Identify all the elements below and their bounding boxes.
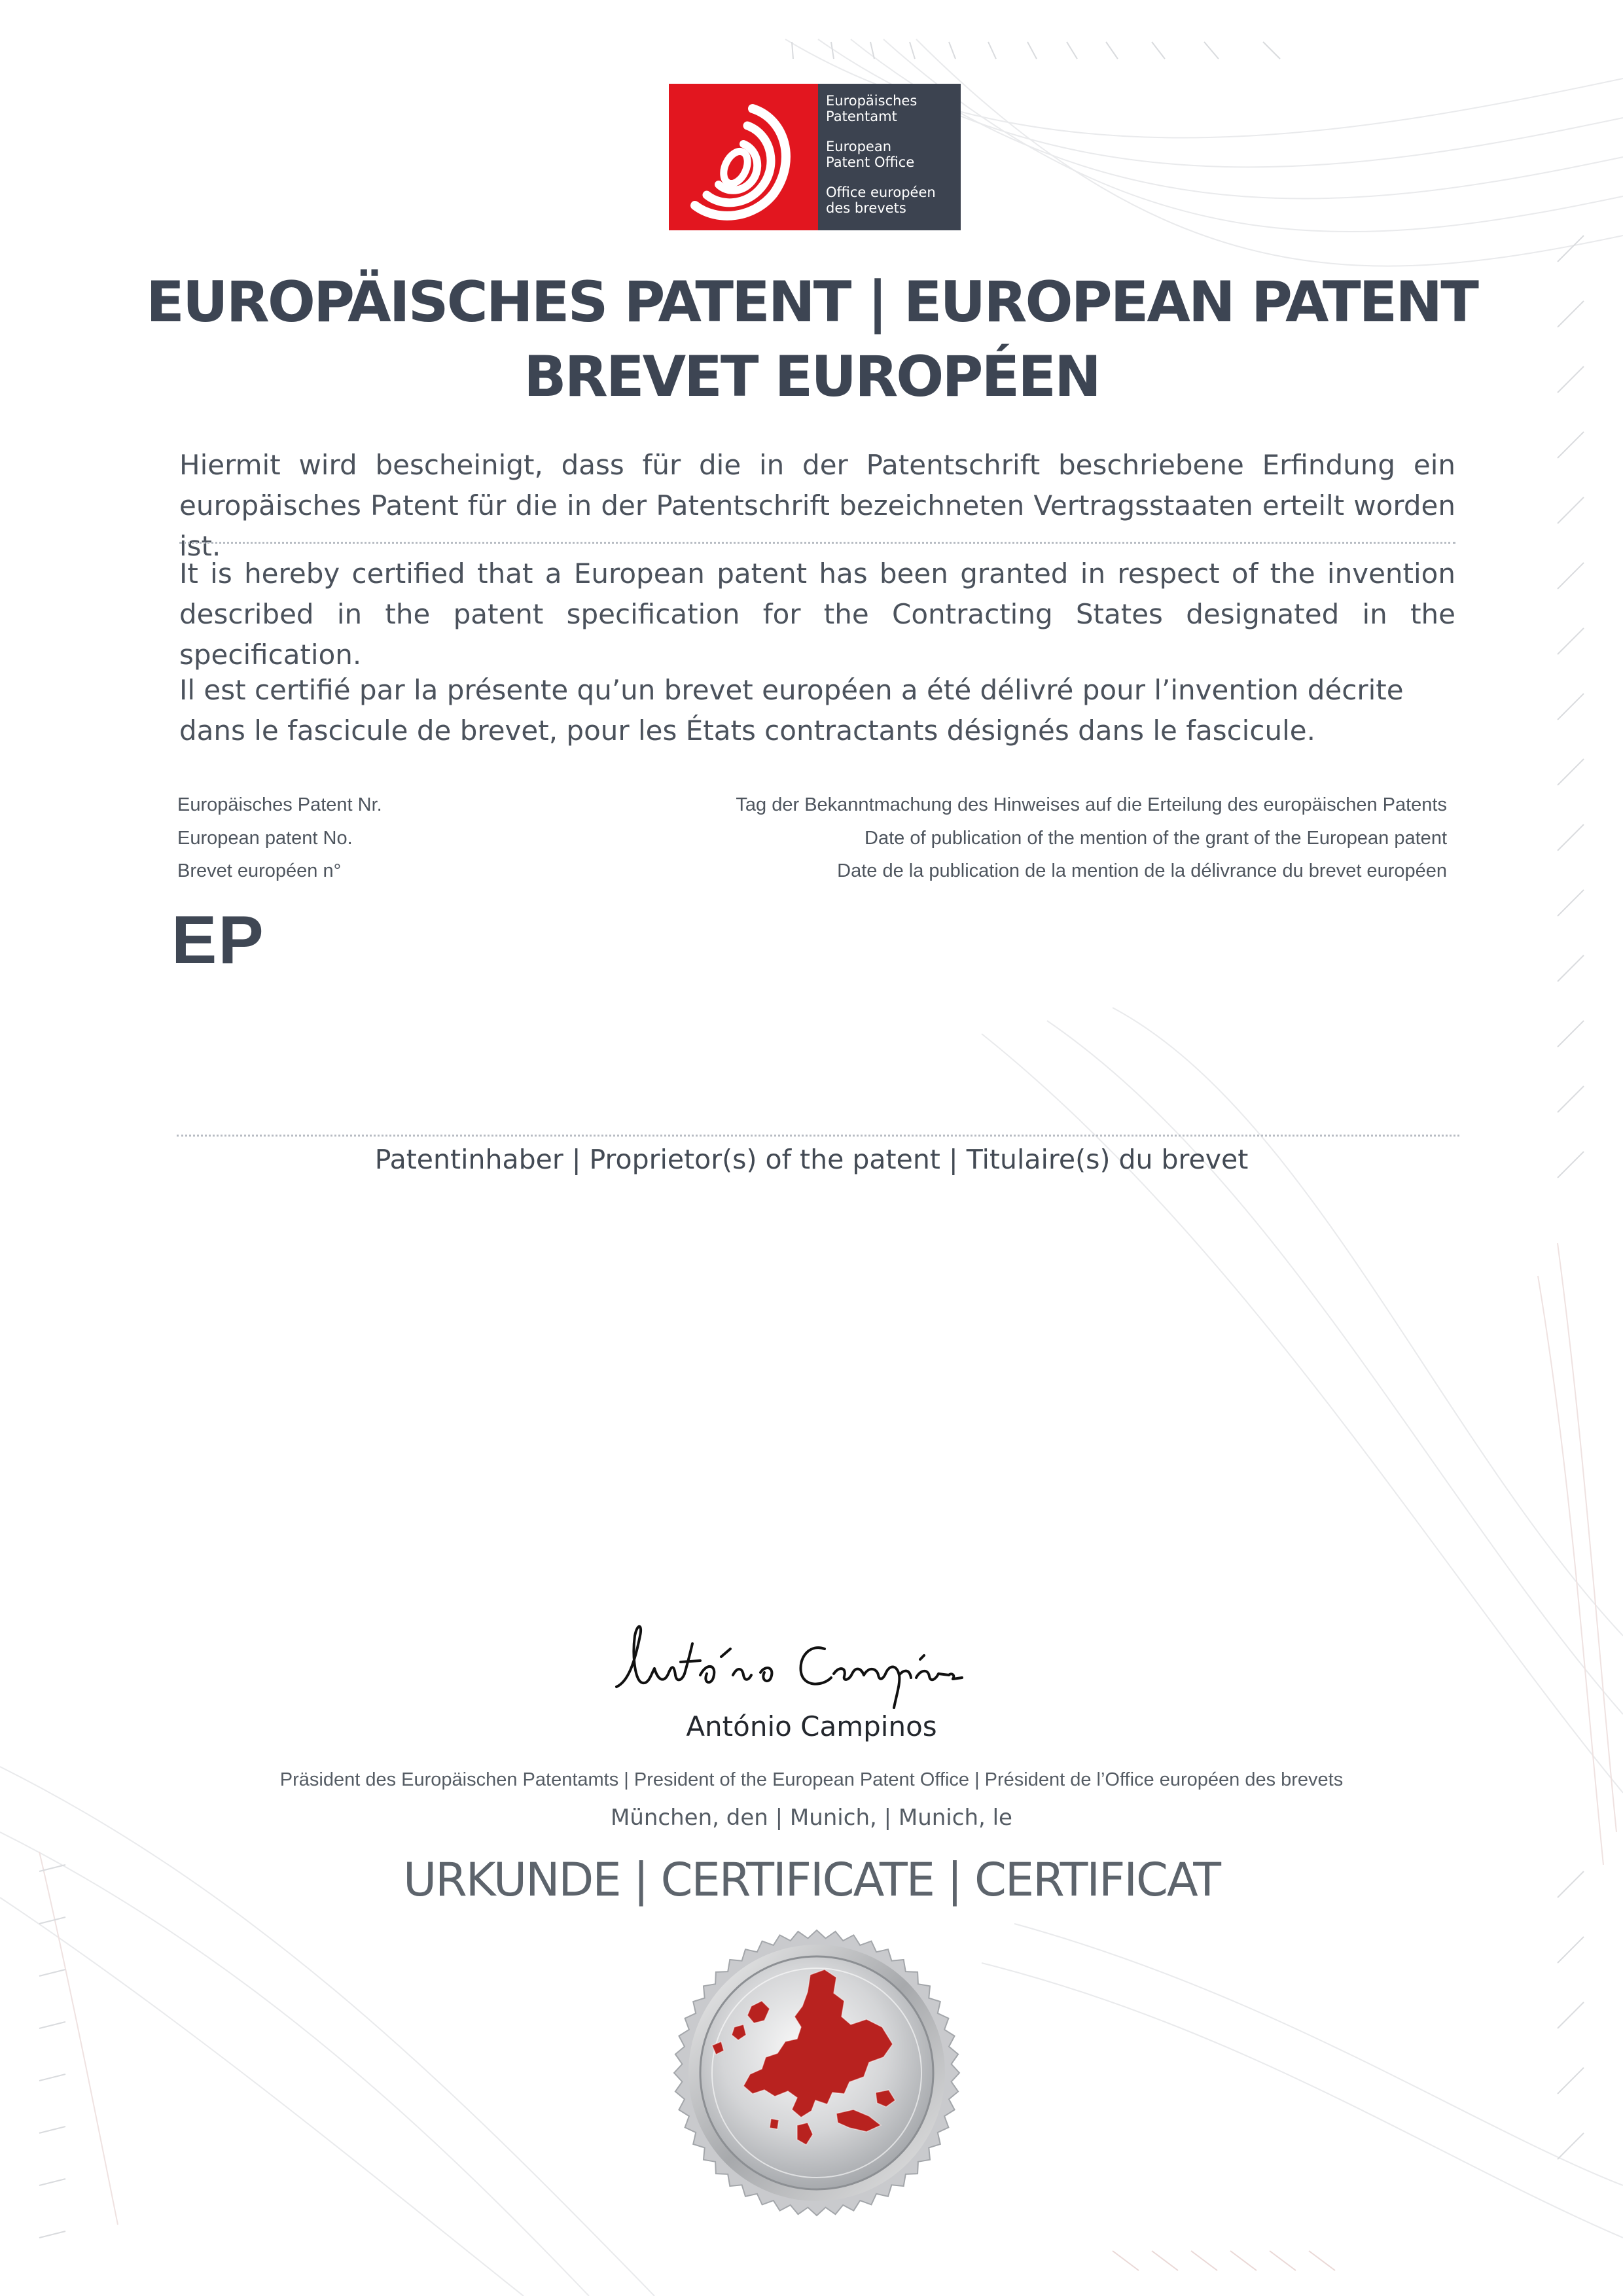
logo-text-line: Office européen: [826, 185, 936, 200]
epo-logo-mark: [669, 84, 818, 230]
logo-text-line: Patentamt: [826, 109, 897, 124]
document-title-line2: BREVET EUROPÉEN: [524, 344, 1099, 410]
logo-text-line: European: [826, 139, 892, 154]
statement-de: Hiermit wird bescheinigt, dass für die in der Patentschrift beschriebene Erfindung ein europäisches Patent für die in der Patentschrift bezeichneten Vertragsstaaten erteilt worden ist.: [179, 449, 1455, 562]
patent-number-label-en: European patent No.: [177, 828, 353, 849]
proprietor-label: Patentinhaber | Proprietor(s) of the patent | Titulaire(s) du brevet: [374, 1144, 1249, 1175]
place-and-date-line: München, den | Munich, | Munich, le: [611, 1805, 1012, 1831]
logo-text-line: Europäisches: [826, 93, 918, 109]
statement-fr: Il est certifié par la présente qu’un brevet européen a été délivré pour l’invention décrite dans le fascicule de brevet, pour les États contractants désignés dans le fascicule.: [179, 674, 1404, 747]
signer-name: António Campinos: [686, 1710, 937, 1742]
logo-text-line: Patent Office: [826, 154, 915, 170]
publication-date-label-fr: Date de la publication de la mention de la délivrance du brevet européen: [837, 860, 1447, 881]
epo-logo: [669, 84, 961, 230]
europe-map-seal-icon: [673, 1929, 961, 2217]
patent-number-prefix: EP: [171, 902, 265, 978]
epo-swirl-icon: [669, 84, 818, 230]
certificate-label: URKUNDE | CERTIFICATE | CERTIFICAT: [402, 1853, 1221, 1907]
document-title-line1: EUROPÄISCHES PATENT | EUROPEAN PATENT: [146, 270, 1477, 335]
logo-text-line: des brevets: [826, 200, 906, 216]
publication-date-label-en: Date of publication of the mention of the grant of the European patent: [865, 828, 1447, 849]
dotted-divider: [177, 1135, 1459, 1137]
signer-title: Präsident des Europäischen Patentamts | President of the European Patent Office | Président de l’Office européen des brevets: [279, 1769, 1344, 1790]
publication-date-label-de: Tag der Bekanntmachung des Hinweises auf die Erteilung des europäischen Patents: [736, 794, 1447, 815]
patent-number-label-de: Europäisches Patent Nr.: [177, 794, 382, 815]
patent-number-label-fr: Brevet européen n°: [177, 860, 342, 881]
statement-en: It is hereby certified that a European patent has been granted in respect of the invention described in the patent specification for the Contracting States designated in the specification.: [179, 557, 1455, 671]
handwritten-signature: [609, 1610, 988, 1714]
dotted-divider: [179, 542, 1455, 544]
